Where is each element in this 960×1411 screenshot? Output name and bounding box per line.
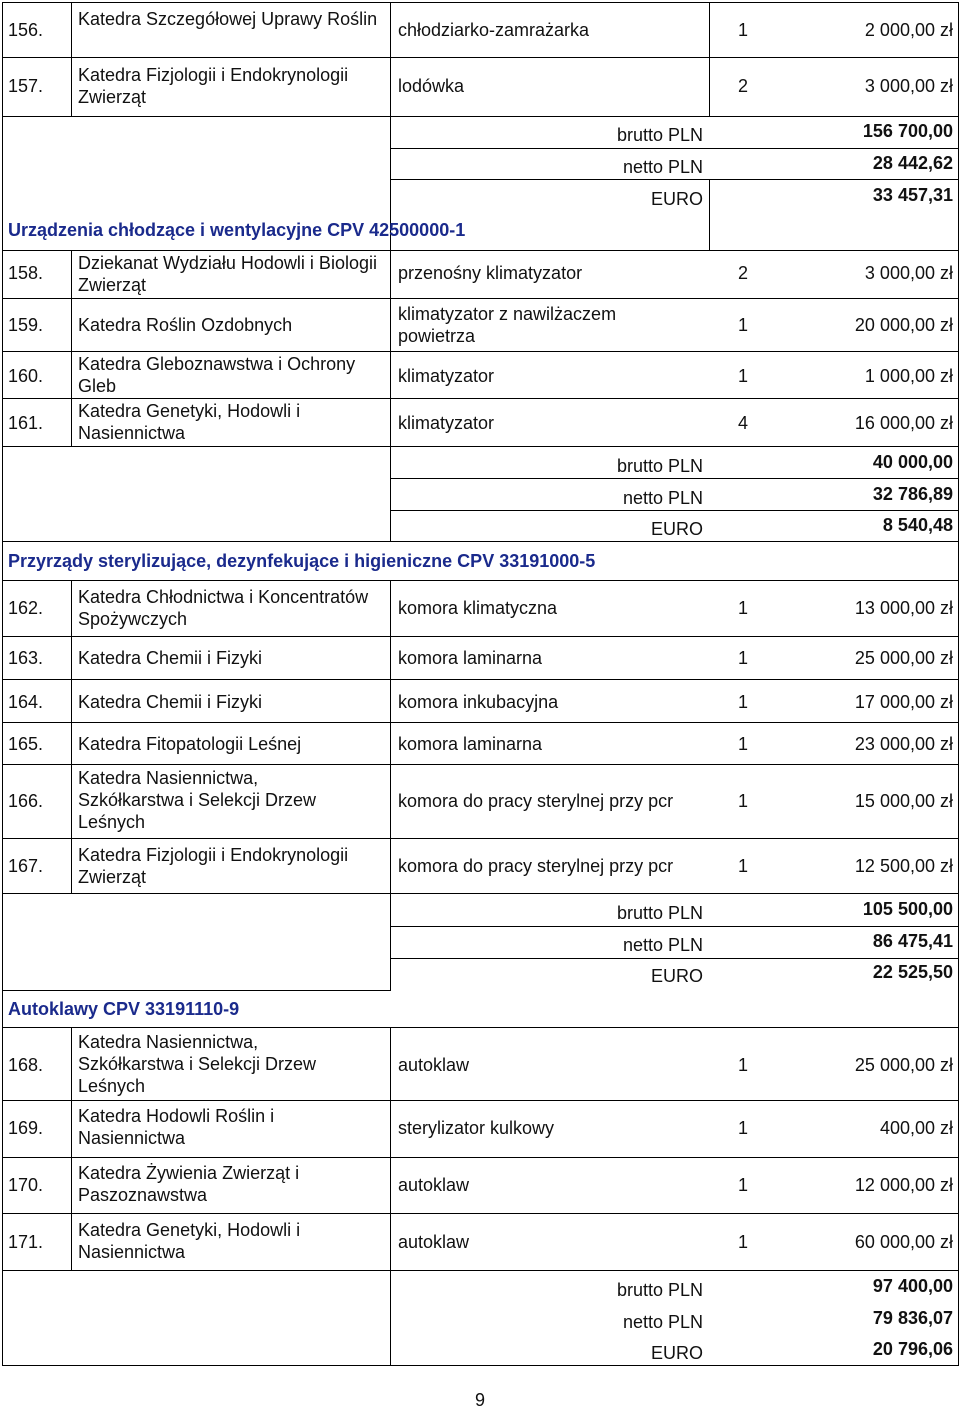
row-divider — [2, 838, 959, 839]
price: 400,00 zł — [879, 1118, 953, 1138]
quantity: 2 — [738, 263, 749, 283]
col-divider — [390, 250, 391, 447]
unit-name: Katedra Chłodnictwa i Koncentratów Spożywczych — [78, 587, 369, 629]
unit-name: Katedra Fizjologii i Endokrynologii Zwierząt — [78, 65, 349, 107]
section-title: Urządzenia chłodzące i wentylacyjne CPV 42500000-1 — [8, 220, 466, 240]
price: 13 000,00 zł — [854, 598, 953, 618]
row-divider — [2, 1157, 959, 1158]
total-label: netto PLN — [622, 935, 703, 955]
row-divider — [390, 179, 959, 180]
item-name: autoklaw — [398, 1175, 470, 1195]
quantity: 1 — [738, 648, 749, 668]
total-value: 8 540,48 — [882, 515, 953, 535]
row-divider — [2, 541, 959, 542]
item-name: sterylizator kulkowy — [398, 1118, 555, 1138]
row-divider — [2, 580, 959, 581]
row-number: 171. — [8, 1232, 44, 1252]
item-name: autoklaw — [398, 1232, 470, 1252]
row-divider — [2, 1270, 959, 1271]
price: 60 000,00 zł — [854, 1232, 953, 1252]
price: 12 000,00 zł — [854, 1175, 953, 1195]
total-value: 20 796,06 — [872, 1339, 953, 1359]
total-value: 28 442,62 — [872, 153, 953, 173]
col-divider — [390, 580, 391, 894]
row-divider — [390, 148, 959, 149]
price: 25 000,00 zł — [854, 648, 953, 668]
table-border — [958, 2, 959, 1366]
item-name: klimatyzator z nawilżaczem powietrza — [398, 304, 617, 346]
price: 25 000,00 zł — [854, 1055, 953, 1075]
quantity: 1 — [738, 856, 749, 876]
quantity: 1 — [738, 366, 749, 386]
quantity: 1 — [738, 315, 749, 335]
price: 23 000,00 zł — [854, 734, 953, 754]
total-label: netto PLN — [622, 157, 703, 177]
row-number: 158. — [8, 263, 44, 283]
col-divider — [390, 1027, 391, 1271]
item-name: chłodziarko-zamrażarka — [398, 20, 590, 40]
quantity: 1 — [738, 791, 749, 811]
unit-name: Katedra Nasiennictwa, Szkółkarstwa i Selekcji Drzew Leśnych — [78, 768, 317, 832]
total-value: 156 700,00 — [862, 121, 953, 141]
table-border — [2, 1365, 959, 1366]
item-name: komora laminarna — [398, 648, 543, 668]
col-divider — [390, 2, 391, 117]
row-divider — [2, 1100, 959, 1101]
table-border — [2, 2, 3, 1366]
row-number: 160. — [8, 366, 44, 386]
row-divider — [390, 926, 959, 927]
row-number: 156. — [8, 20, 44, 40]
unit-name: Katedra Nasiennictwa, Szkółkarstwa i Selekcji Drzew Leśnych — [78, 1032, 317, 1096]
section-title: Autoklawy CPV 33191110-9 — [8, 999, 240, 1019]
col-divider — [390, 893, 391, 991]
total-label: EURO — [650, 1343, 703, 1363]
row-number: 162. — [8, 598, 44, 618]
row-divider — [2, 250, 959, 251]
col-divider — [390, 1270, 391, 1366]
quantity: 1 — [738, 734, 749, 754]
row-divider — [390, 478, 959, 479]
row-divider — [2, 1213, 959, 1214]
row-divider — [2, 679, 959, 680]
col-divider — [71, 2, 72, 117]
unit-name: Katedra Roślin Ozdobnych — [78, 315, 293, 335]
col-divider — [390, 446, 391, 542]
price: 2 000,00 zł — [864, 20, 953, 40]
col-divider — [71, 580, 72, 894]
row-divider — [2, 764, 959, 765]
price: 3 000,00 zł — [864, 76, 953, 96]
item-name: klimatyzator — [398, 413, 495, 433]
price: 3 000,00 zł — [864, 263, 953, 283]
unit-name: Katedra Chemii i Fizyki — [78, 648, 263, 668]
table-border — [2, 2, 959, 3]
price: 15 000,00 zł — [854, 791, 953, 811]
row-divider — [2, 1027, 959, 1028]
unit-name: Katedra Szczegółowej Uprawy Roślin — [78, 9, 378, 29]
col-divider — [71, 250, 72, 447]
quantity: 4 — [738, 413, 749, 433]
item-name: komora do pracy sterylnej przy pcr — [398, 791, 674, 811]
quantity: 1 — [738, 1232, 749, 1252]
unit-name: Katedra Żywienia Zwierząt i Paszoznawstwa — [78, 1163, 300, 1205]
price: 16 000,00 zł — [854, 413, 953, 433]
total-label: brutto PLN — [616, 903, 703, 923]
row-number: 163. — [8, 648, 44, 668]
row-divider — [2, 990, 391, 991]
item-name: przenośny klimatyzator — [398, 263, 583, 283]
total-label: EURO — [650, 189, 703, 209]
row-number: 169. — [8, 1118, 44, 1138]
quantity: 1 — [738, 20, 749, 40]
total-value: 40 000,00 — [872, 452, 953, 472]
unit-name: Katedra Chemii i Fizyki — [78, 692, 263, 712]
unit-name: Katedra Hodowli Roślin i Nasiennictwa — [78, 1106, 275, 1148]
row-number: 170. — [8, 1175, 44, 1195]
row-number: 157. — [8, 76, 44, 96]
row-divider — [2, 398, 959, 399]
item-name: komora do pracy sterylnej przy pcr — [398, 856, 674, 876]
total-label: EURO — [650, 519, 703, 539]
unit-name: Katedra Gleboznawstwa i Ochrony Gleb — [78, 354, 356, 396]
row-divider — [390, 958, 959, 959]
price: 1 000,00 zł — [864, 366, 953, 386]
total-label: EURO — [650, 966, 703, 986]
row-divider — [2, 722, 959, 723]
row-divider — [2, 446, 959, 447]
total-value: 105 500,00 — [862, 899, 953, 919]
total-label: netto PLN — [622, 488, 703, 508]
col-divider — [709, 179, 710, 251]
total-value: 79 836,07 — [872, 1308, 953, 1328]
row-number: 165. — [8, 734, 44, 754]
row-number: 168. — [8, 1055, 44, 1075]
section-title: Przyrządy sterylizujące, dezynfekujące i higieniczne CPV 33191000-5 — [8, 551, 596, 571]
quantity: 2 — [738, 76, 749, 96]
item-name: lodówka — [398, 76, 465, 96]
row-divider — [2, 351, 959, 352]
quantity: 1 — [738, 692, 749, 712]
row-divider — [2, 298, 959, 299]
row-number: 161. — [8, 413, 44, 433]
unit-name: Katedra Fizjologii i Endokrynologii Zwierząt — [78, 845, 349, 887]
row-divider — [2, 636, 959, 637]
price: 17 000,00 zł — [854, 692, 953, 712]
unit-name: Katedra Fitopatologii Leśnej — [78, 734, 302, 754]
row-divider — [2, 57, 959, 58]
total-label: brutto PLN — [616, 456, 703, 476]
total-value: 22 525,50 — [872, 962, 953, 982]
unit-name: Katedra Genetyki, Hodowli i Nasiennictwa — [78, 1220, 301, 1262]
row-divider — [2, 116, 959, 117]
row-number: 167. — [8, 856, 44, 876]
page-number: 9 — [474, 1390, 485, 1410]
item-name: komora klimatyczna — [398, 598, 558, 618]
row-divider — [390, 510, 959, 511]
total-value: 97 400,00 — [872, 1276, 953, 1296]
row-number: 166. — [8, 791, 44, 811]
price: 20 000,00 zł — [854, 315, 953, 335]
total-value: 86 475,41 — [872, 931, 953, 951]
item-name: komora inkubacyjna — [398, 692, 559, 712]
unit-name: Katedra Genetyki, Hodowli i Nasiennictwa — [78, 401, 301, 443]
price: 12 500,00 zł — [854, 856, 953, 876]
total-label: brutto PLN — [616, 125, 703, 145]
quantity: 1 — [738, 1055, 749, 1075]
row-number: 164. — [8, 692, 44, 712]
col-divider — [709, 2, 710, 117]
row-number: 159. — [8, 315, 44, 335]
item-name: komora laminarna — [398, 734, 543, 754]
total-label: netto PLN — [622, 1312, 703, 1332]
row-divider — [2, 893, 959, 894]
quantity: 1 — [738, 598, 749, 618]
quantity: 1 — [738, 1175, 749, 1195]
item-name: autoklaw — [398, 1055, 470, 1075]
item-name: klimatyzator — [398, 366, 495, 386]
quantity: 1 — [738, 1118, 749, 1138]
col-divider — [71, 1027, 72, 1271]
total-value: 33 457,31 — [872, 185, 953, 205]
total-label: brutto PLN — [616, 1280, 703, 1300]
total-value: 32 786,89 — [872, 484, 953, 504]
unit-name: Dziekanat Wydziału Hodowli i Biologii Zwierząt — [78, 253, 377, 295]
